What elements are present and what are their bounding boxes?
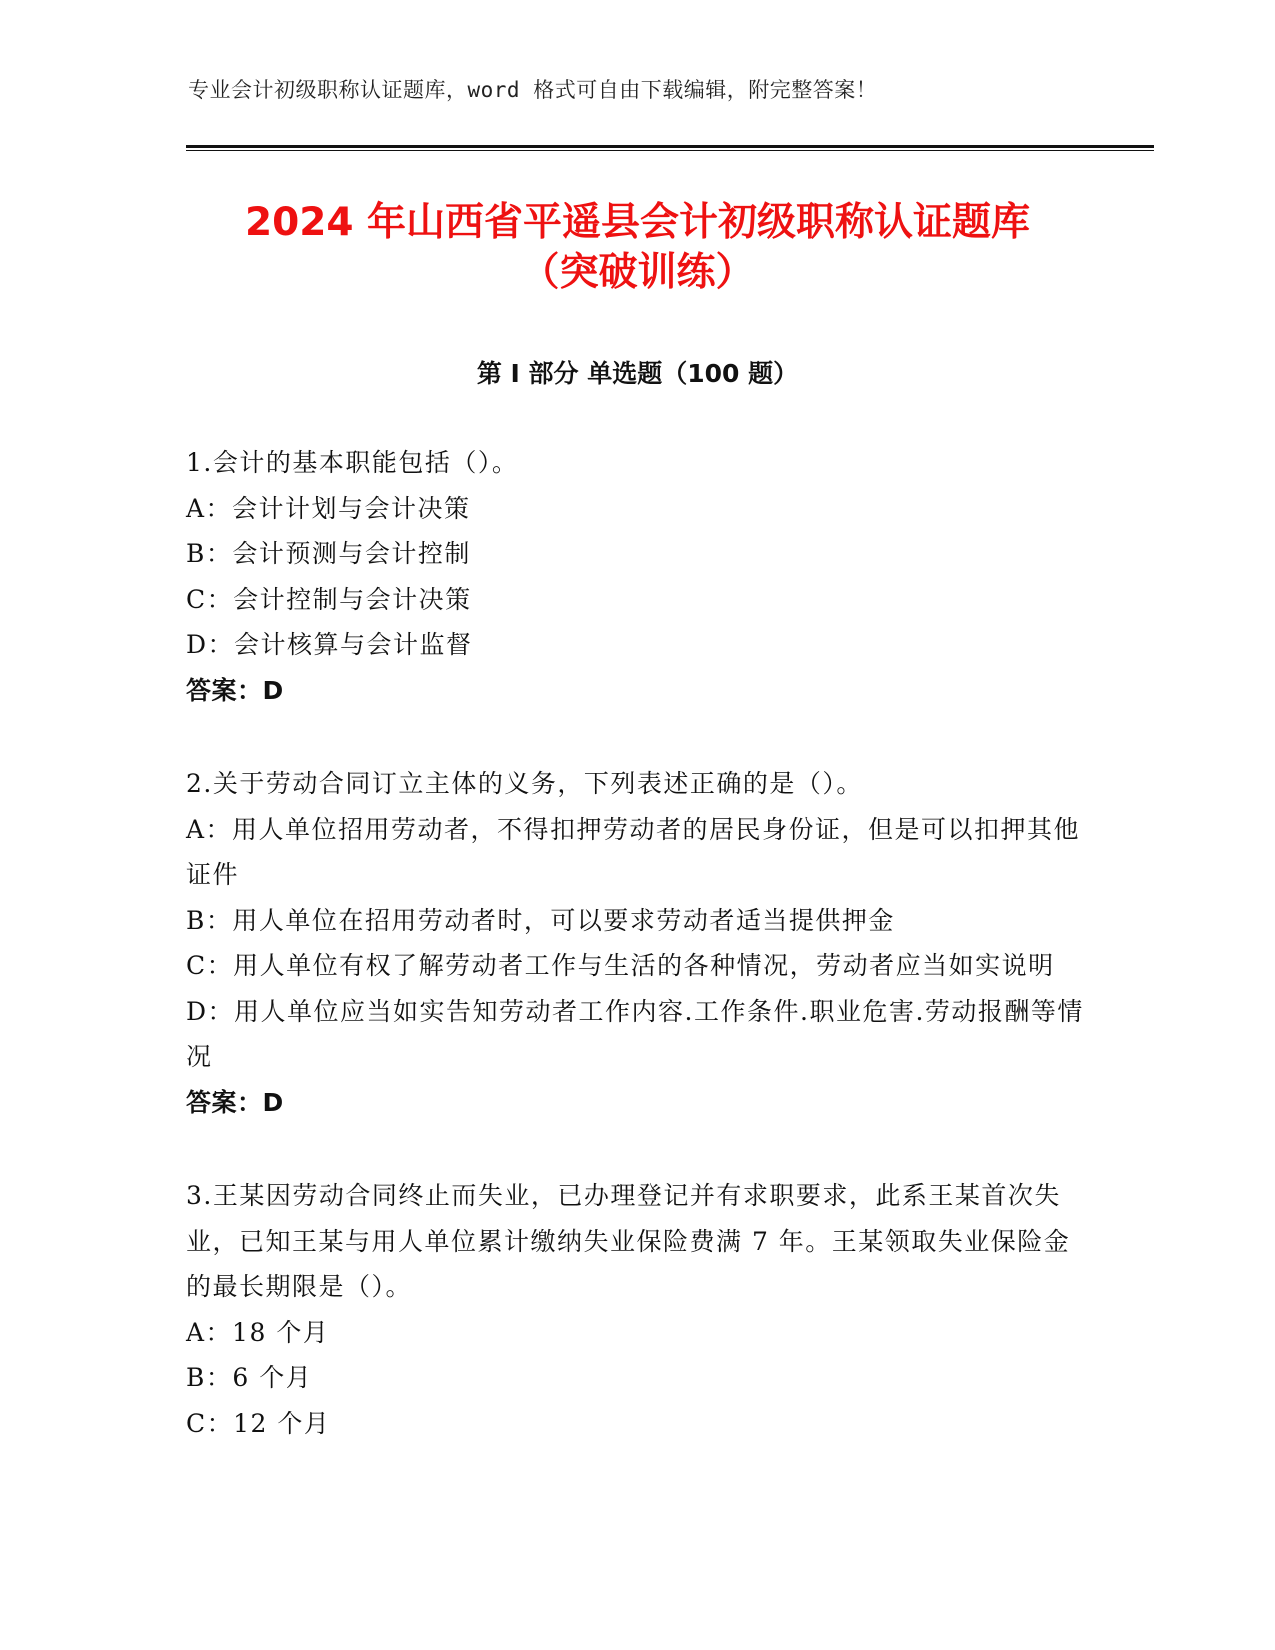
option-a: A：会计计划与会计决策 (186, 493, 471, 523)
option-c: C：会计控制与会计决策 (186, 584, 472, 614)
question-2 (186, 761, 1086, 1125)
option-b: B：会计预测与会计控制 (186, 539, 471, 568)
header-note: 专业会计初级职称认证题库，word 格式可自由下载编辑，附完整答案！ (188, 78, 878, 102)
option-d: D：会计核算与会计监督 (186, 630, 473, 659)
option-c: C：12 个月 (186, 1408, 331, 1438)
question-stem: 2.关于劳动合同订立主体的义务，下列表述正确的是（）。 (186, 769, 863, 798)
section-title: 第 I 部分 单选题（100 题） (476, 359, 799, 388)
option-b: B：6 个月 (186, 1363, 313, 1392)
document-title (150, 198, 1125, 298)
header-divider-thick (186, 145, 1154, 148)
answer: 答案：D (186, 675, 284, 705)
question-list (186, 440, 1086, 1494)
document-title-line-2: （突破训练） (520, 250, 755, 295)
option-c: C：用人单位有权了解劳动者工作与生活的各种情况，劳动者应当如实说明 (186, 951, 1055, 980)
document-title-line-1: 2024 年山西省平遥县会计初级职称认证题库 (244, 200, 1031, 245)
option-d: D：用人单位应当如实告知劳动者工作内容.工作条件.职业危害.劳动报酬等情况 (186, 996, 1084, 1071)
answer: 答案：D (186, 1087, 284, 1117)
question-stem: 1.会计的基本职能包括（）。 (186, 448, 519, 477)
question-1 (186, 440, 1086, 713)
question-stem: 3.王某因劳动合同终止而失业，已办理登记并有求职要求，此系王某首次失业，已知王某与用人单位累计缴纳失业保险费满 7 年。王某领取失业保险金的最长期限是（）。 (186, 1181, 1071, 1301)
option-a: A：用人单位招用劳动者，不得扣押劳动者的居民身份证，但是可以扣押其他证件 (186, 814, 1081, 889)
option-a: A：18 个月 (186, 1317, 330, 1347)
header-divider-thin (186, 150, 1154, 151)
option-b: B：用人单位在招用劳动者时，可以要求劳动者适当提供押金 (186, 905, 895, 935)
question-3 (186, 1173, 1086, 1446)
